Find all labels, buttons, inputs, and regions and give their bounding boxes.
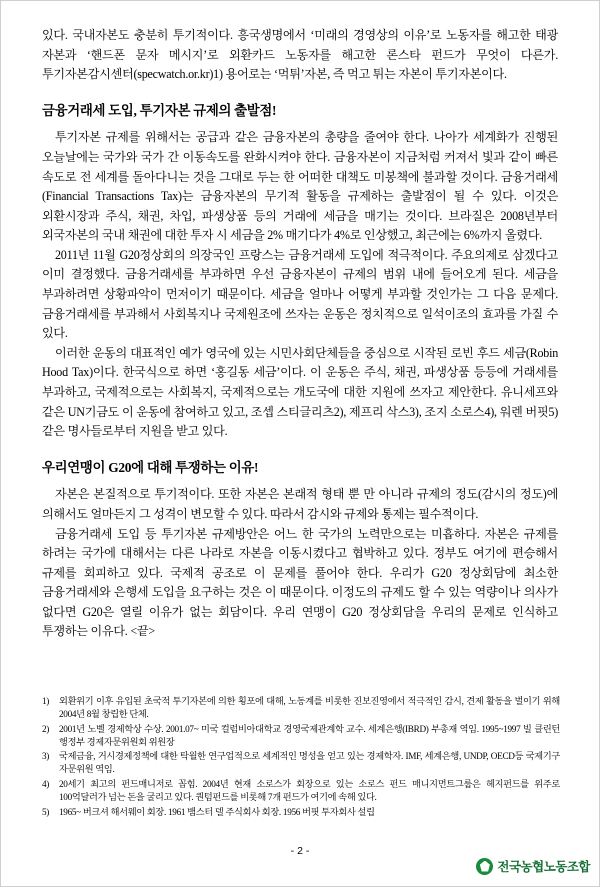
section-heading-financial-transaction-tax: 금융거래세 도입, 투기자본 규제의 출발점! [42, 102, 277, 118]
section-heading-g20-struggle-reason: 우리연맹이 G20에 대해 투쟁하는 이유! [42, 459, 259, 475]
footnote-text: 외환위기 이후 유입된 초국적 투기자본에 의한 횡포에 대해, 노동계를 비롯한 진보진영에서 적극적인 감시, 견제 활동을 벌이기 위해 2004년 8월 창립한 단체. [59, 696, 560, 720]
paragraph-continuation: 있다. 국내자본도 충분히 투기적이다. 흥국생명에서 ‘미래의 경영상의 이유’로 노동자를 해고한 태광 자본과 ‘핸드폰 문자 메시지’로 외환카드 노동자를 해고한 론스타 펀드가 무엇이 다른가. 투기자본감시센터(specwatch.or.kr)1) 용어로는 ‘먹튀’자본, 즉 먹고 튀는 자본이 투기자본이다. [42, 28, 558, 82]
page-footer [0, 845, 600, 879]
paragraph: 2011년 11월 G20정상회의 의장국인 프랑스는 금융거래세 도입에 적극적이다. 주요의제로 삼겠다고 이미 결정했다. 금융거래세를 부과하면 우선 금융자본이 규제의 범위 내에 들어오게 된다. 세금을 부과하려면 상황파악이 먼저이기 때문이다. 세금을 얼마나 어떻게 부과할 것인가는 그 다음 문제다. 금융거래세를 부과해서 사회복지나 국제원조에 쓰자는 운동은 정치적으로 일석이조의 효과를 가질 수 있다. [42, 247, 558, 341]
footnote-number: 1) [42, 696, 50, 706]
paragraph: 자본은 본질적으로 투기적이다. 또한 자본은 본래적 형태 뿐 만 아니라 규제의 정도(감시의 정도)에 의해서도 얼마든지 그 성격이 변모할 수 있다. 따라서 감시와 규제와 통제는 필수적이다. [42, 487, 558, 521]
paragraph: 금융거래세 도입 등 투기자본 규제방안은 어느 한 국가의 노력만으로는 미흡하다. 자본은 규제를 하려는 국가에 대해서는 다른 나라로 자본을 이동시켰다고 협박하고 있다. 정부도 여기에 편승해서 규제를 회피하고 있다. 국제적 공조로 이 문제를 풀어야 한다. 우리가 G20 정상회담에 최소한 금융거래세와 은행세 도입을 요구하는 것은 이 때문이다. 이정도의 규제도 할 수 있는 역량이나 의사가 없다면 G20은 열릴 이유가 없는 회담이다. 우리 연맹이 G20 정상회담을 우리의 문제로 인식하고 투쟁하는 이유다. <끝> [42, 526, 558, 639]
footnote-number: 4) [42, 778, 50, 789]
document-body [42, 26, 558, 642]
footnote-number: 3) [42, 751, 50, 762]
footnotes-block [42, 695, 560, 820]
organization-mark [476, 857, 590, 875]
footnote-item [42, 695, 560, 721]
footnote-item [42, 778, 560, 804]
footnote-text: 1965~ 버크셔 해서웨이 회장. 1961 뱀스터 델 주식회사 회장. 1956 버핏 투자회사 설립 [59, 806, 375, 817]
organization-name: 전국농협노동조합 [497, 860, 590, 874]
footnote-item [42, 750, 560, 776]
footnote-text: 국제금융, 거시경제정책에 대한 탁월한 연구업적으로 세계적인 명성을 얻고 있는 경제학자. IMF, 세계은행, UNDP, OECD등 국제기구 자문위원 역임. [59, 751, 560, 775]
footnote-text: 20세기 최고의 펀드매니저로 꼽힘. 2004년 현재 소로스가 회장으로 있는 소로스 펀드 매니지먼트그룹은 헤지펀드를 위주로 100억달러가 넘는 돈을 굴리고 있다. 퀀텀펀드를 비롯해 7개 펀드가 여기에 속해 있다. [59, 778, 560, 802]
paragraph: 투기자본 규제를 위해서는 공급과 같은 금융자본의 총량을 줄여야 한다. 나아가 세계화가 진행된 오늘날에는 국가와 국가 간 이동속도를 완화시켜야 한다. 금융자본이 지금처럼 커져서 빛과 같이 빠른 속도로 전 세계를 돌아다니는 것을 그대로 두는 한 어떠한 대책도 미봉책에 불과할 것이다. 금융거래세(Financial Transactions Tax)는 금융자본의 무기적 활동을 규제하는 출발점이 될 수 있다. 이것은 외환시장과 주식, 채권, 차입, 파생상품 등의 거래에 세금을 매기는 것이다. 브라질은 2008년부터 외국자본의 국내 채권에 대한 투자 시 세금을 2% 매기다가 4%로 인상했고, 최근에는 6%까지 올렸다. [42, 130, 558, 243]
footnote-item [42, 806, 560, 819]
paragraph: 이러한 운동의 대표적인 예가 영국에 있는 시민사회단체들을 중심으로 시작된 로빈 후드 세금(Robin Hood Tax)이다. 한국식으로 하면 ‘홍길동 세금’이다. 이 운동은 주식, 채권, 파생상품 등등에 거래세를 부과하고, 국제적으로는 사회복지, 국제적으로는 개도국에 대한 지원에 쓰자고 제안한다. 유니세프와 같은 UN기금도 이 운동에 참여하고 있고, 조셉 스티글리츠2), 제프리 삭스3), 조지 소로스4), 워렌 버핏5) 같은 명사들로부터 지원을 받고 있다. [42, 345, 558, 439]
footnote-number: 2) [42, 723, 50, 734]
shield-leaf-icon [476, 858, 493, 875]
page-number: - 2 - [290, 845, 310, 857]
footnote-number: 5) [42, 806, 50, 817]
footnote-text: 2001년 노벨 경제학상 수상. 2001.07~ 미국 컬럼비아대학교 경영국제관계학 교수. 세계은행(IBRD) 부총재 역임. 1995~1997 빌 클린턴 행정부 경제자문위원회 위원장 [59, 723, 560, 747]
footnote-item [42, 723, 560, 749]
